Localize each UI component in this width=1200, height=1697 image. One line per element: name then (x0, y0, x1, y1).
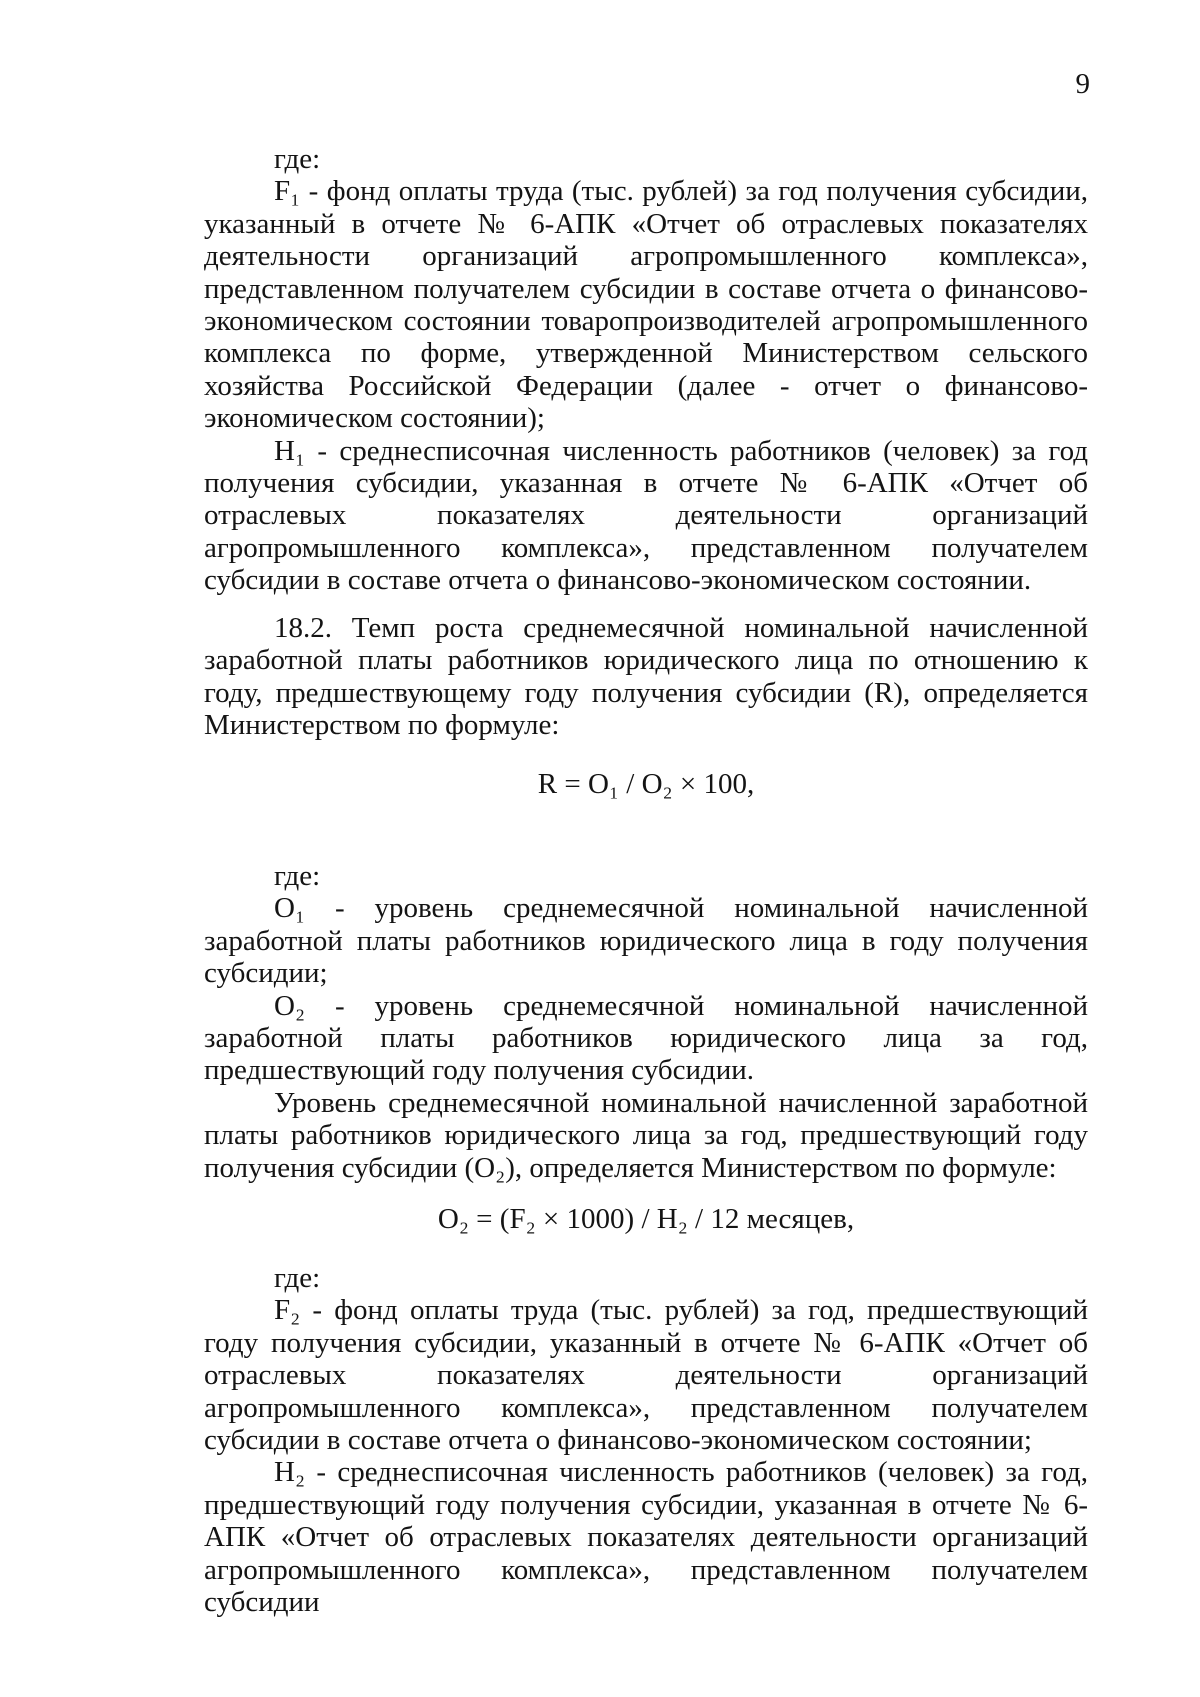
o1-definition: O₁ - уровень среднемесячной номинальной начисленной заработной платы работников юридического лица в году получения субсидии; (204, 892, 1088, 990)
definitions-block-2 (204, 860, 1088, 1184)
clause-18-2 (204, 612, 1088, 742)
h1-definition: H₁ - среднесписочная численность работников (человек) за год получения субсидии, указанная в отчете № 6-АПК «Отчет об отраслевых показателях деятельности организаций агропромышленного комплекса», представленном получателем субсидии в составе отчета о финансово-экономическом состоянии. (204, 434, 1088, 597)
formula-r: R = O₁ / O₂ × 100, (537, 768, 755, 800)
where-label: где: (274, 860, 321, 892)
f2-definition: F₂ - фонд оплаты труда (тыс. рублей) за год, предшествующий году получения субсидии, указанный в отчете № 6-АПК «Отчет об отраслевых показателях деятельности организаций агропромышленного комплекса», представленном получателем субсидии в составе отчета о финансово-экономическом состоянии; (204, 1294, 1088, 1457)
o2-level-text: Уровень среднемесячной номинальной начисленной заработной платы работников юридического лица за год, предшествующий году получения субсидии (O₂), определяется Министерством по формуле: (204, 1086, 1088, 1184)
f1-definition: F₁ - фонд оплаты труда (тыс. рублей) за год получения субсидии, указанный в отчете № 6-АПК «Отчет об отраслевых показателях деятельности организаций агропромышленного комплекса», представленном получателем субсидии в составе отчета о финансово-экономическом состоянии товаропроизводителей агропромышленного комплекса по форме, утвержденной Министерством сельского хозяйства Российской Федерации (далее - отчет о финансово-экономическом состоянии); (204, 175, 1088, 435)
o2-definition: O₂ - уровень среднемесячной номинальной начисленной заработной платы работников юридического лица за год, предшествующий году получения субсидии. (204, 989, 1088, 1087)
h2-definition: H₂ - среднесписочная численность работников (человек) за год, предшествующий году получения субсидии, указанная в отчете № 6-АПК «Отчет об отраслевых показателях деятельности организаций агропромышленного комплекса», представленном получателем субсидии (204, 1456, 1088, 1619)
clause-18-2-text: 18.2. Темп роста среднемесячной номинальной начисленной заработной платы работников юридического лица по отношению к году, предшествующему году получения субсидии (R), определяется Министерством по формуле: (204, 612, 1088, 742)
formula-o2: O₂ = (F₂ × 1000) / H₂ / 12 месяцев, (437, 1203, 855, 1235)
where-label: где: (274, 1262, 321, 1294)
page-number: 9 (1075, 68, 1090, 100)
where-label: где: (274, 143, 321, 175)
definitions-block-1 (204, 143, 1088, 597)
definitions-block-3 (204, 1262, 1088, 1618)
